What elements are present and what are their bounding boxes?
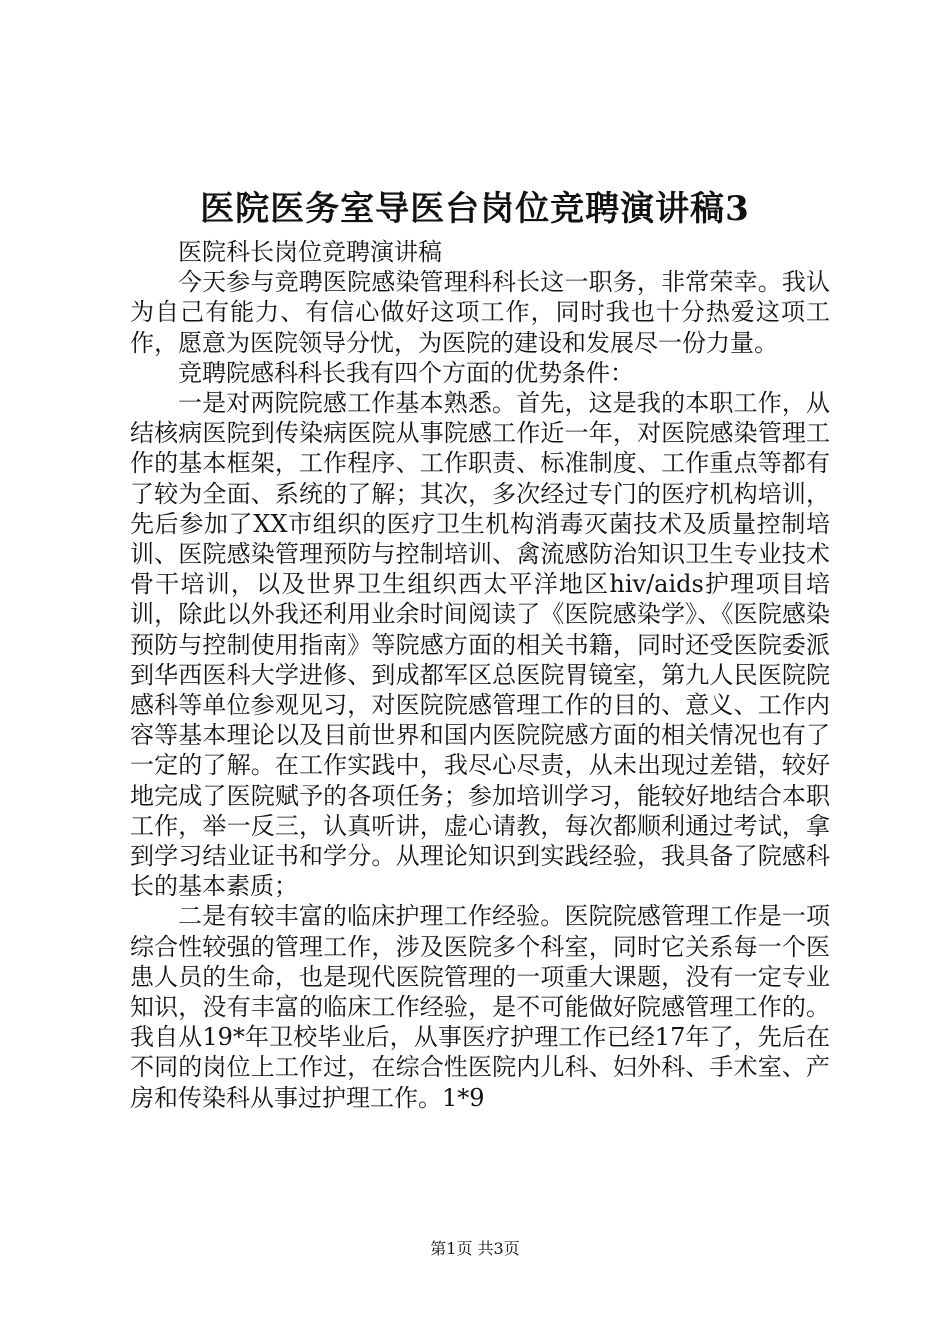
document-title: 医院医务室导医台岗位竞聘演讲稿3 <box>200 189 750 229</box>
page-footer <box>0 1238 950 1260</box>
page-number: 第1页 共3页 <box>430 1239 520 1258</box>
paragraph-subtitle: 医院科长岗位竞聘演讲稿 <box>178 238 442 266</box>
paragraph-advantage-two: 二是有较丰富的临床护理工作经验。医院院感管理工作是一项综合性较强的管理工作，涉及医院多个科室，同时它关系每一个医患人员的生命，也是现代医院管理的一项重大课题，没有一定专业知识，没有丰富的临床工作经验，是不可能做好院感管理工作的。我自从19*年卫校毕业后，从事医疗护理工作已经17年了，先后在不同的岗位上工作过，在综合性医院内儿科、妇外科、手术室、产房和传染科从事过护理工作。1*9 <box>130 902 830 1112</box>
document-body <box>130 237 830 1113</box>
paragraph-intro: 今天参与竞聘医院感染管理科科长这一职务，非常荣幸。我认为自己有能力、有信心做好这项工作，同时我也十分热爱这项工作，愿意为医院领导分忧，为医院的建设和发展尽一份力量。 <box>130 268 830 357</box>
paragraph-advantage-one: 一是对两院院感工作基本熟悉。首先，这是我的本职工作，从结核病医院到传染病医院从事院感工作近一年，对医院感染管理工作的基本框架，工作程序、工作职责、标准制度、工作重点等都有了较为全面、系统的了解；其次，多次经过专门的医疗机构培训，先后参加了XX市组织的医疗卫生机构消毒灭菌技术及质量控制培训、医院感染管理预防与控制培训、禽流感防治知识卫生专业技术骨干培训，以及世界卫生组织西太平洋地区hiv/aids护理项目培训，除此以外我还利用业余时间阅读了《医院感染学》、《医院感染预防与控制使用指南》等院感方面的相关书籍，同时还受医院委派到华西医科大学进修、到成都军区总医院胃镜室，第九人民医院院感科等单位参观见习，对医院院感管理工作的目的、意义、工作内容等基本理论以及目前世界和国内医院院感方面的相关情况也有了一定的了解。在工作实践中，我尽心尽责，从未出现过差错，较好地完成了医院赋予的各项任务；参加培训学习，能较好地结合本职工作，举一反三，认真听讲，虚心请教，每次都顺利通过考试，拿到学习结业证书和学分。从理论知识到实践经验，我具备了院感科长的基本素质； <box>130 389 830 901</box>
paragraph-advantages-lead: 竞聘院感科科长我有四个方面的优势条件： <box>178 358 634 387</box>
